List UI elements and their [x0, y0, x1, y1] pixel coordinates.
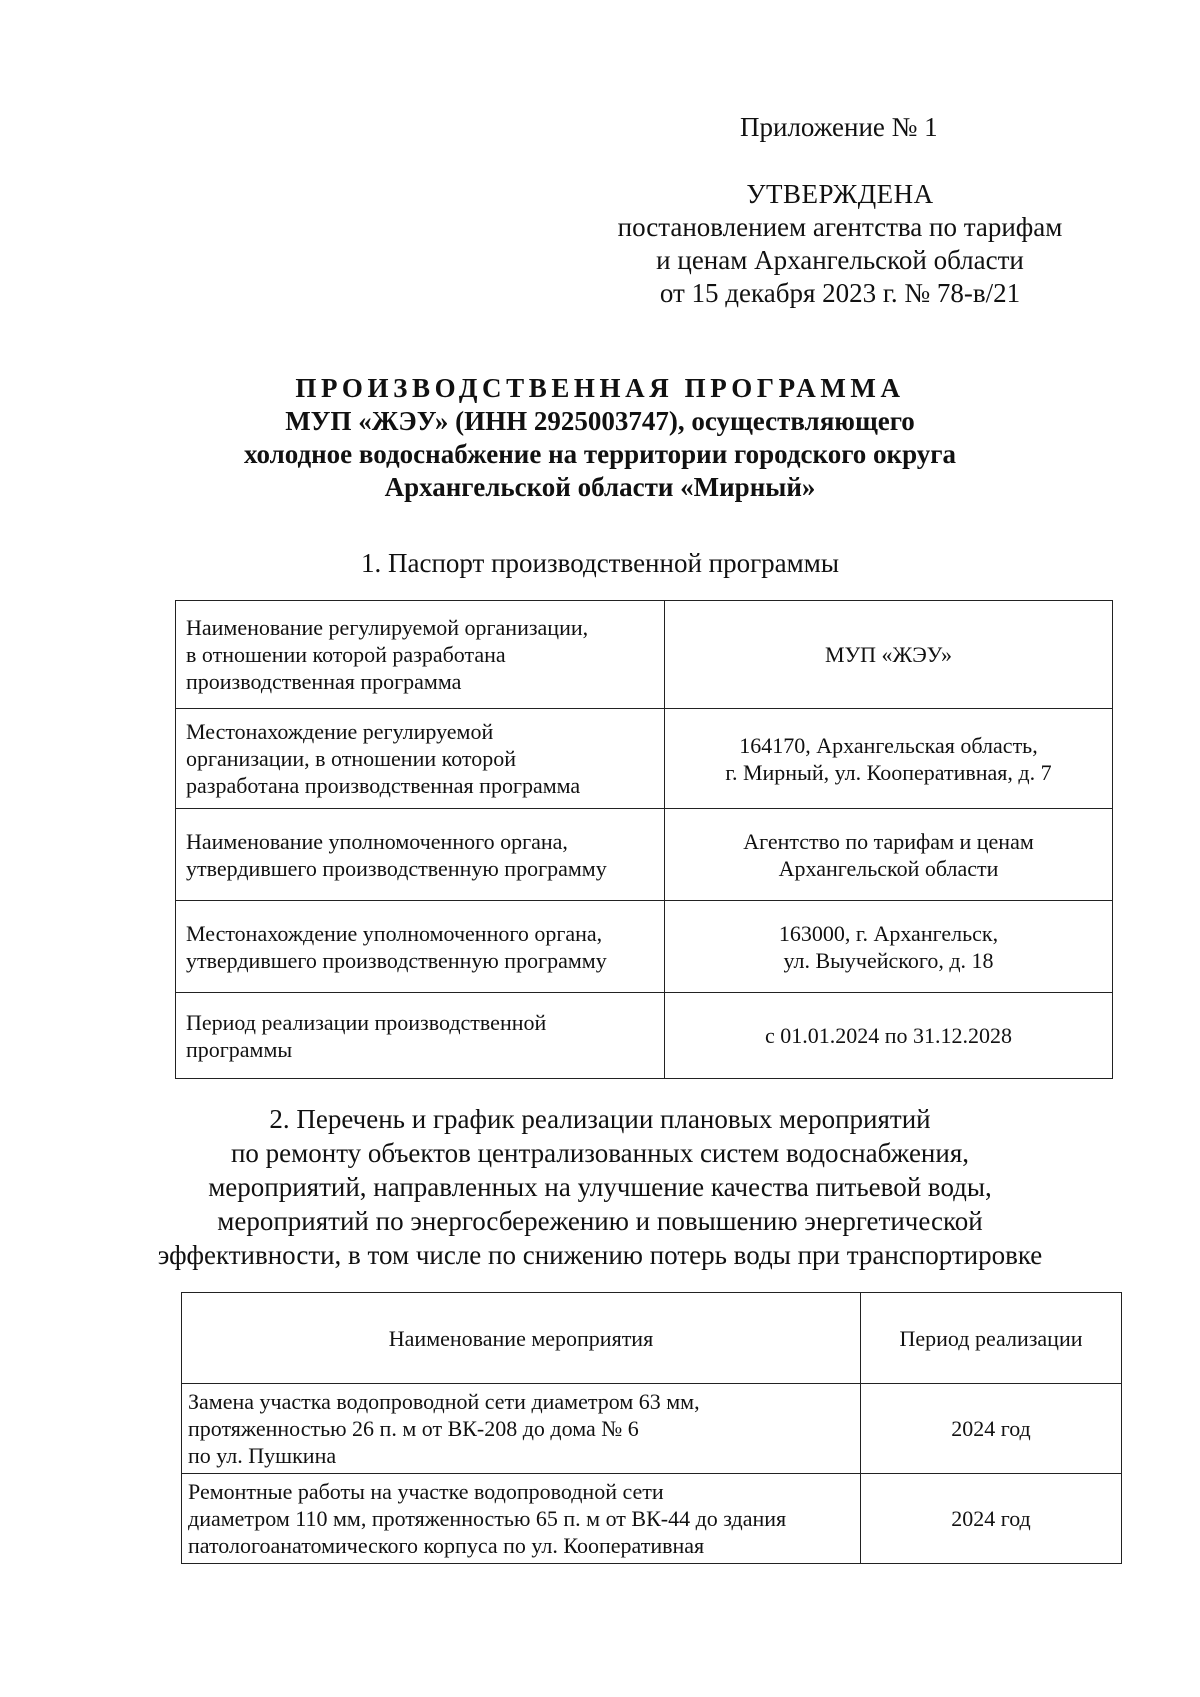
passport-value-cell [665, 993, 1113, 1079]
cell-line: Архангельской области [778, 855, 999, 881]
cell-line: патологоанатомического корпуса по ул. Кооперативная [188, 1533, 705, 1558]
passport-key-cell [176, 993, 665, 1079]
measures-table [181, 1292, 1122, 1564]
passport-value-cell [665, 709, 1113, 809]
cell-line: Период реализации производственной [186, 1009, 547, 1035]
cell-line: с 01.01.2024 по 31.12.2028 [764, 1023, 1013, 1048]
cell-line: производственная программа [186, 669, 462, 694]
approval-block [600, 178, 1080, 310]
passport-value-cell [665, 809, 1113, 901]
table-row [182, 1474, 1122, 1564]
table-row [176, 809, 1113, 901]
table-row [182, 1384, 1122, 1474]
cell-line: организации, в отношении которой [186, 746, 516, 771]
title-line: холодное водоснабжение на территории городского округа [243, 439, 957, 469]
section-2-heading [80, 1102, 1120, 1272]
table-row [176, 901, 1113, 993]
title-line: МУП «ЖЭУ» (ИНН 2925003747), осуществляющего [285, 406, 915, 436]
approval-line: постановлением агентства по тарифам [617, 212, 1063, 242]
cell-line: МУП «ЖЭУ» [825, 642, 952, 667]
title-line: Архангельской области «Мирный» [384, 472, 816, 502]
measure-name-cell [182, 1474, 861, 1564]
table-row [176, 709, 1113, 809]
passport-key-cell [176, 601, 665, 709]
cell-line: программы [186, 1036, 293, 1062]
cell-line: Замена участка водопроводной сети диаметром 63 мм, [188, 1389, 700, 1414]
cell-line: Наименование уполномоченного органа, [186, 828, 568, 854]
table-row [176, 993, 1113, 1079]
cell-line: по ул. Пушкина [188, 1443, 337, 1468]
cell-line: в отношении которой разработана [186, 642, 506, 667]
cell-line: утвердившего производственную программу [186, 855, 607, 881]
cell-line: протяженностью 26 п. м от ВК-208 до дома № 6 [188, 1416, 639, 1441]
cell-line: Ремонтные работы на участке водопроводной сети [188, 1479, 664, 1504]
column-header-period: Период реализации [861, 1293, 1122, 1384]
cell-line: Наименование регулируемой организации, [186, 615, 589, 640]
cell-line: г. Мирный, ул. Кооперативная, д. 7 [725, 759, 1052, 785]
table-header-row [182, 1293, 1122, 1384]
cell-line: ул. Выучейского, д. 18 [783, 947, 994, 973]
cell-line: Агентство по тарифам и ценам [743, 828, 1034, 854]
approval-line: и ценам Архангельской области [656, 245, 1024, 275]
measure-period-cell: 2024 год [861, 1474, 1122, 1564]
passport-key-cell [176, 709, 665, 809]
cell-line: Местонахождение регулируемой [186, 719, 494, 744]
approval-heading: УТВЕРЖДЕНА [746, 179, 934, 209]
cell-line: 163000, г. Архангельск, [778, 920, 999, 946]
passport-value-cell [665, 601, 1113, 709]
table-row [176, 601, 1113, 709]
passport-table [175, 600, 1113, 1079]
heading-line: мероприятий по энергосбережению и повышению энергетической [217, 1206, 983, 1236]
title-line: ПРОИЗВОДСТВЕННАЯ ПРОГРАММА [295, 373, 905, 403]
heading-line: по ремонту объектов централизованных систем водоснабжения, [230, 1138, 970, 1168]
approval-line: от 15 декабря 2023 г. № 78-в/21 [659, 278, 1021, 308]
cell-line: 164170, Архангельская область, [739, 732, 1038, 758]
heading-line: 2. Перечень и график реализации плановых мероприятий [269, 1104, 931, 1134]
cell-line: диаметром 110 мм, протяженностью 65 п. м от ВК-44 до здания [188, 1506, 787, 1531]
appendix-label: Приложение № 1 [740, 112, 938, 142]
passport-key-cell [176, 901, 665, 993]
measure-period-cell: 2024 год [861, 1384, 1122, 1474]
heading-line: мероприятий, направленных на улучшение качества питьевой воды, [208, 1172, 992, 1202]
cell-line: утвердившего производственную программу [186, 947, 607, 973]
passport-key-cell [176, 809, 665, 901]
passport-value-cell [665, 901, 1113, 993]
document-title [80, 372, 1120, 504]
cell-line: разработана производственная программа [186, 773, 581, 798]
heading-line: эффективности, в том числе по снижению потерь воды при транспортировке [157, 1240, 1043, 1270]
cell-line: Местонахождение уполномоченного органа, [186, 920, 603, 946]
section-1-heading: 1. Паспорт производственной программы [361, 548, 839, 578]
column-header-name: Наименование мероприятия [182, 1293, 861, 1384]
measure-name-cell [182, 1384, 861, 1474]
